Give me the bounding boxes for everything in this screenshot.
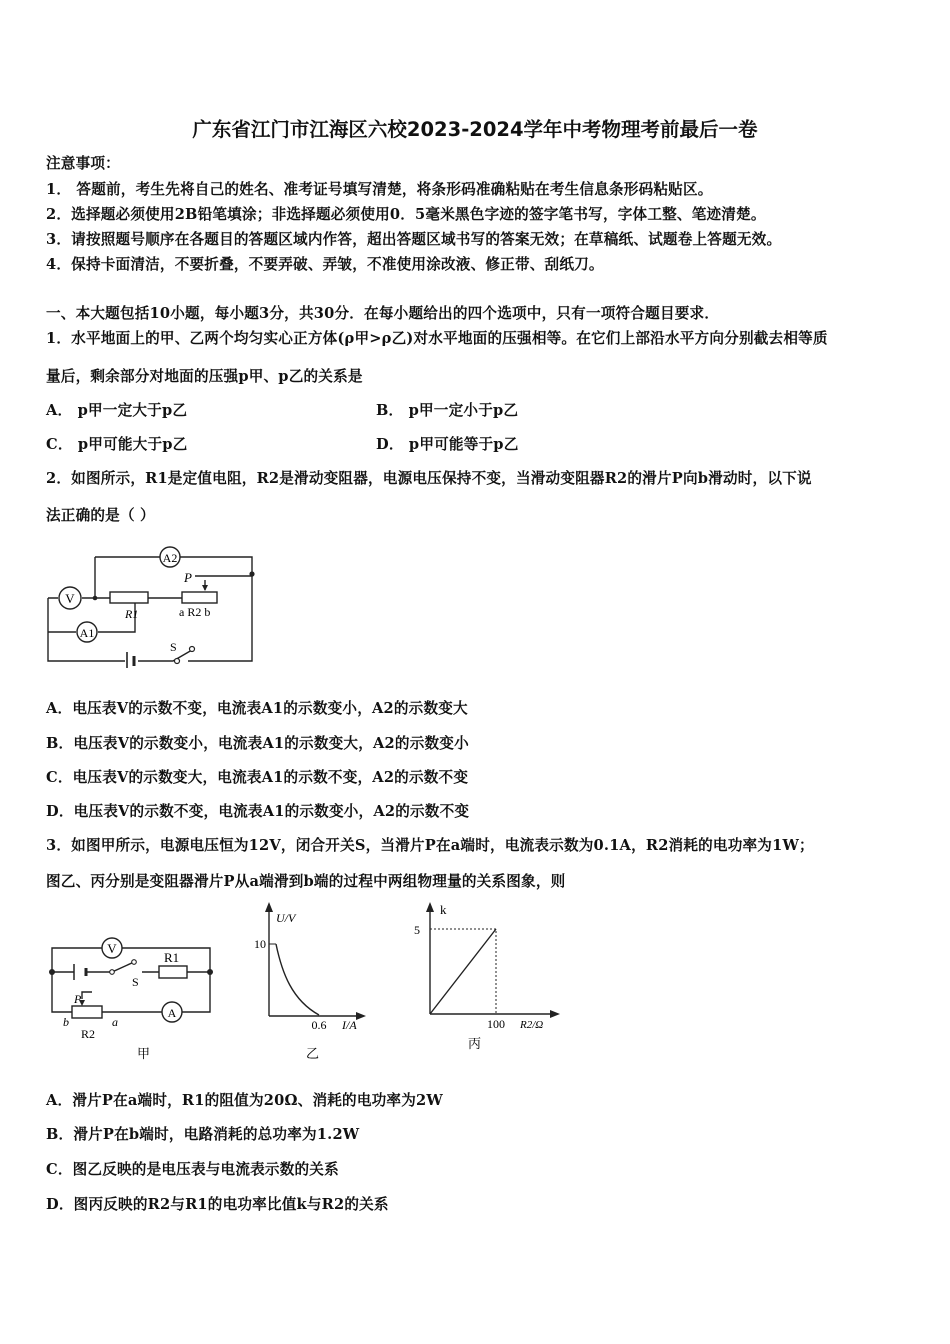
y-axis-label: k — [440, 902, 447, 917]
note-item: 2．选择题必须使用2B铅笔填涂；非选择题必须使用0．5毫米黑色字迹的签字笔书写，字体工整、笔迹清楚。 — [46, 206, 766, 223]
x-tick-label: 100 — [487, 1017, 505, 1031]
q1-stem-line2: 量后，剩余部分对地面的压强p甲、p乙的关系是 — [46, 368, 363, 385]
caption-jia: 甲 — [137, 1046, 151, 1061]
switch-s-label: S — [170, 640, 177, 654]
q3-option-b: B．滑片P在b端时，电路消耗的总功率为1.2W — [46, 1126, 360, 1143]
note-item: 1． 答题前，考生先将自己的姓名、准考证号填写清楚，将条形码准确粘贴在考生信息条形码粘贴区。 — [46, 181, 713, 198]
switch-s-label: S — [132, 975, 139, 989]
q2-option-d: D．电压表V的示数不变，电流表A1的示数变小，A2的示数不变 — [46, 803, 470, 820]
q2-option-c: C．电压表V的示数变大，电流表A1的示数不变，A2的示数不变 — [46, 769, 469, 786]
q2-circuit-figure — [40, 538, 270, 668]
q3-option-d: D．图丙反映的R2与R1的电功率比值k与R2的关系 — [46, 1196, 389, 1213]
q1-option-d: D． p甲可能等于p乙 — [376, 436, 519, 453]
q3-stem-line2: 图乙、丙分别是变阻器滑片P从a端滑到b端的过程中两组物理量的关系图象，则 — [46, 873, 566, 890]
q3-circuit-jia — [42, 932, 227, 1064]
q2-option-a: A．电压表V的示数不变，电流表A1的示数变小，A2的示数变大 — [46, 700, 468, 717]
note-item: 4．保持卡面清洁，不要折叠，不要弄破、弄皱，不准使用涂改液、修正带、刮纸刀。 — [46, 256, 604, 273]
x-axis-label: I/A — [342, 1018, 357, 1032]
ammeter-a-label: A — [167, 1006, 177, 1020]
y-tick-label: 5 — [414, 923, 420, 937]
r1-label: R1 — [164, 950, 180, 965]
q1-stem-line1: 1．水平地面上的甲、乙两个均匀实心正方体(ρ甲>ρ乙)对水平地面的压强相等。在它们上部沿水平方向分别截去相等质 — [46, 330, 828, 347]
q2-stem-line2: 法正确的是（ ） — [46, 507, 155, 524]
r1-label: R1 — [125, 607, 139, 621]
q1-option-c: C． p甲可能大于p乙 — [46, 436, 188, 453]
section-heading: 一、本大题包括10小题，每小题3分，共30分．在每小题给出的四个选项中，只有一项符合题目要求． — [46, 305, 720, 322]
q1-option-a: A． p甲一定大于p乙 — [46, 402, 188, 419]
y-axis-label: U/V — [276, 911, 296, 925]
q2-option-b: B．电压表V的示数变小，电流表A1的示数变大，A2的示数变小 — [46, 735, 469, 752]
q3-graph-yi — [244, 898, 374, 1068]
r2-label: R2 — [81, 1027, 96, 1041]
voltmeter-label: V — [65, 591, 75, 606]
caption-yi: 乙 — [306, 1046, 320, 1061]
q1-option-b: B． p甲一定小于p乙 — [376, 402, 519, 419]
y-tick-label: 10 — [254, 937, 266, 951]
r2-label: a R2 b — [179, 605, 211, 619]
end-a-label: a — [112, 1015, 118, 1029]
q2-stem-line1: 2．如图所示，R1是定值电阻，R2是滑动变阻器，电源电压保持不变，当滑动变阻器R2的滑片P向b滑动时，以下说 — [46, 470, 812, 487]
caption-bing: 丙 — [468, 1036, 482, 1051]
q3-option-c: C．图乙反映的是电压表与电流表示数的关系 — [46, 1161, 339, 1178]
x-axis-label: R2/Ω — [520, 1019, 544, 1031]
ammeter-a2-label: A2 — [162, 551, 178, 565]
slider-p-label: P — [74, 992, 82, 1006]
q3-graph-bing — [396, 898, 571, 1058]
x-tick-label: 0.6 — [311, 1018, 327, 1032]
ammeter-a1-label: A1 — [79, 626, 95, 640]
notes-heading: 注意事项： — [46, 155, 120, 172]
note-item: 3．请按照题号顺序在各题目的答题区域内作答，超出答题区域书写的答案无效；在草稿纸、试题卷上答题无效。 — [46, 231, 782, 248]
q3-stem-line1: 3．如图甲所示，电源电压恒为12V，闭合开关S，当滑片P在a端时，电流表示数为0.1A，R2消耗的电功率为1W； — [46, 837, 814, 854]
slider-p-label: P — [184, 570, 192, 585]
end-b-label: b — [63, 1015, 69, 1029]
voltmeter-label: V — [107, 941, 117, 956]
page-title: 广东省江门市江海区六校2023-2024学年中考物理考前最后一卷 — [192, 118, 758, 141]
q3-option-a: A．滑片P在a端时，R1的阻值为20Ω、消耗的电功率为2W — [46, 1092, 443, 1109]
